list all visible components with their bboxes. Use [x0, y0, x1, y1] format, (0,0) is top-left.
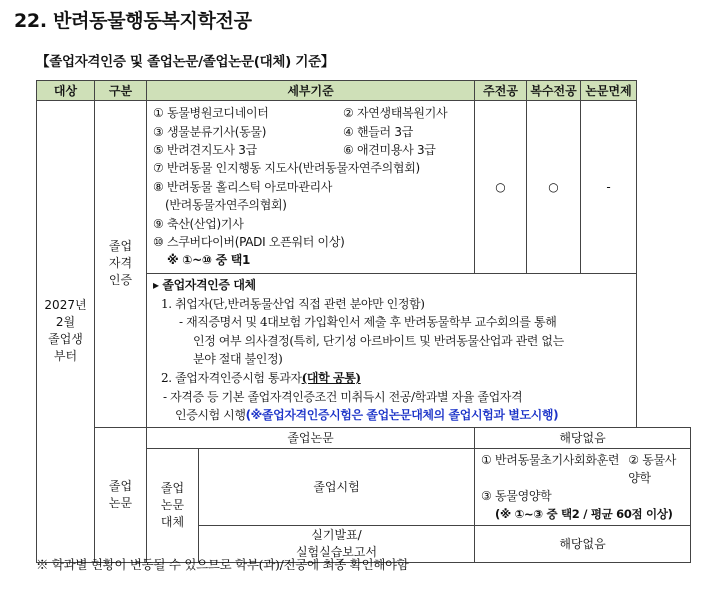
target-cell: 2027년 2월 졸업생 부터	[37, 101, 95, 563]
thesis-label: 졸업논문	[147, 427, 475, 448]
exam-items-cell	[475, 448, 691, 525]
cert-item-row	[153, 141, 470, 159]
thesis-substitute-cell: 졸업 논문 대체	[147, 448, 199, 562]
header-criteria: 세부기준	[147, 81, 475, 101]
substitute-line: - 자격증 등 기본 졸업자격인증조건 미취득시 전공/학과별 자율 졸업자격	[163, 389, 523, 404]
header-row	[37, 81, 691, 101]
substitute-text: 2. 졸업자격인증시험 통과자	[161, 370, 302, 385]
substitute-line: 분야 절대 불인정)	[193, 352, 283, 367]
practice-value: 해당없음	[475, 525, 691, 562]
header-major: 주전공	[475, 81, 527, 101]
header-double-major: 복수전공	[527, 81, 581, 101]
exam-item: ③ 동물영양학	[481, 488, 552, 503]
cert-item: ③ 생물분류기사(동물)	[153, 124, 267, 139]
exempt-mark: -	[581, 101, 637, 274]
common-label: (대학 공통)	[301, 370, 361, 385]
substitute-heading: ▸ 졸업자격인증 대체	[153, 278, 256, 292]
cert-items-cell	[147, 101, 475, 274]
thesis-row	[37, 427, 691, 448]
page-subtitle: 【졸업자격인증 및 졸업논문/졸업논문(대체) 기준】	[36, 54, 335, 70]
substitute-line: - 재직증명서 및 4대보험 가입확인서 제출 후 반려동물학부 교수회의를 통해	[179, 315, 557, 330]
cert-item: ⑨ 축산(산업)기사	[153, 216, 244, 231]
separate-exam-note: (※졸업자격인증시험은 졸업논문대체의 졸업시험과 별도시행)	[245, 408, 559, 423]
cert-row	[37, 101, 691, 274]
cert-item: ② 자연생태복원기사	[343, 106, 448, 121]
cert-item: ① 동물병원코디네이터	[153, 106, 269, 121]
substitute-line	[153, 406, 630, 425]
exam-item-row	[481, 451, 684, 487]
cert-substitute-cell	[147, 274, 637, 428]
thesis-category-cell: 졸업 논문	[95, 427, 147, 562]
substitute-line: 1. 취업자(단,반려동물산업 직접 관련 분야만 인정함)	[161, 296, 425, 311]
exam-label: 졸업시험	[199, 448, 475, 525]
cert-item: ⑧ 반려동물 홀리스틱 아로마관리사	[153, 179, 333, 194]
cert-item-row	[153, 104, 470, 122]
cert-pick-note: ※ ①~⑩ 중 택1	[167, 253, 251, 268]
header-category: 구분	[95, 81, 147, 101]
page-title: 22. 반려동물행동복지학전공	[14, 10, 252, 32]
exam-note: (※ ①~③ 중 택2 / 평균 60점 이상)	[495, 506, 673, 521]
header-thesis-exempt: 논문면제	[581, 81, 637, 101]
cert-item: ④ 핸들러 3급	[343, 124, 413, 139]
cert-item: ⑦ 반려동물 인지행동 지도사(반려동물자연주의협회)	[153, 161, 420, 176]
footnote: ※ 학과별 현황이 변동될 수 있으므로 학부(과)/전공에 최종 확인해야함	[36, 557, 409, 572]
thesis-value: 해당없음	[475, 427, 691, 448]
practice-label: 실기발표/ 실험실습보고서	[199, 525, 475, 562]
header-target: 대상	[37, 81, 95, 101]
exam-item: ① 반려동물초기사회화훈련	[481, 452, 620, 467]
exam-item: ② 동물사양학	[628, 452, 677, 485]
criteria-table	[36, 80, 691, 563]
cert-item-row	[153, 123, 470, 141]
cert-item: ⑥ 애견미용사 3급	[343, 142, 436, 157]
cert-item: ⑤ 반려견지도사 3급	[153, 142, 257, 157]
circle-mark: ○	[548, 180, 559, 194]
cert-item: ⑩ 스쿠버다이버(PADI 오픈워터 이상)	[153, 235, 345, 250]
cert-category-cell: 졸업 자격 인증	[95, 101, 147, 428]
double-major-mark	[527, 101, 581, 274]
substitute-line: 인정 여부 의사결정(특히, 단기성 아르바이트 및 반려동물산업과 관련 없는	[193, 333, 564, 348]
major-mark	[475, 101, 527, 274]
substitute-text: 인증시험 시행	[175, 408, 246, 423]
substitute-line	[153, 369, 630, 388]
cert-item: (반려동물자연주의협회)	[165, 198, 287, 213]
circle-mark: ○	[495, 180, 506, 194]
